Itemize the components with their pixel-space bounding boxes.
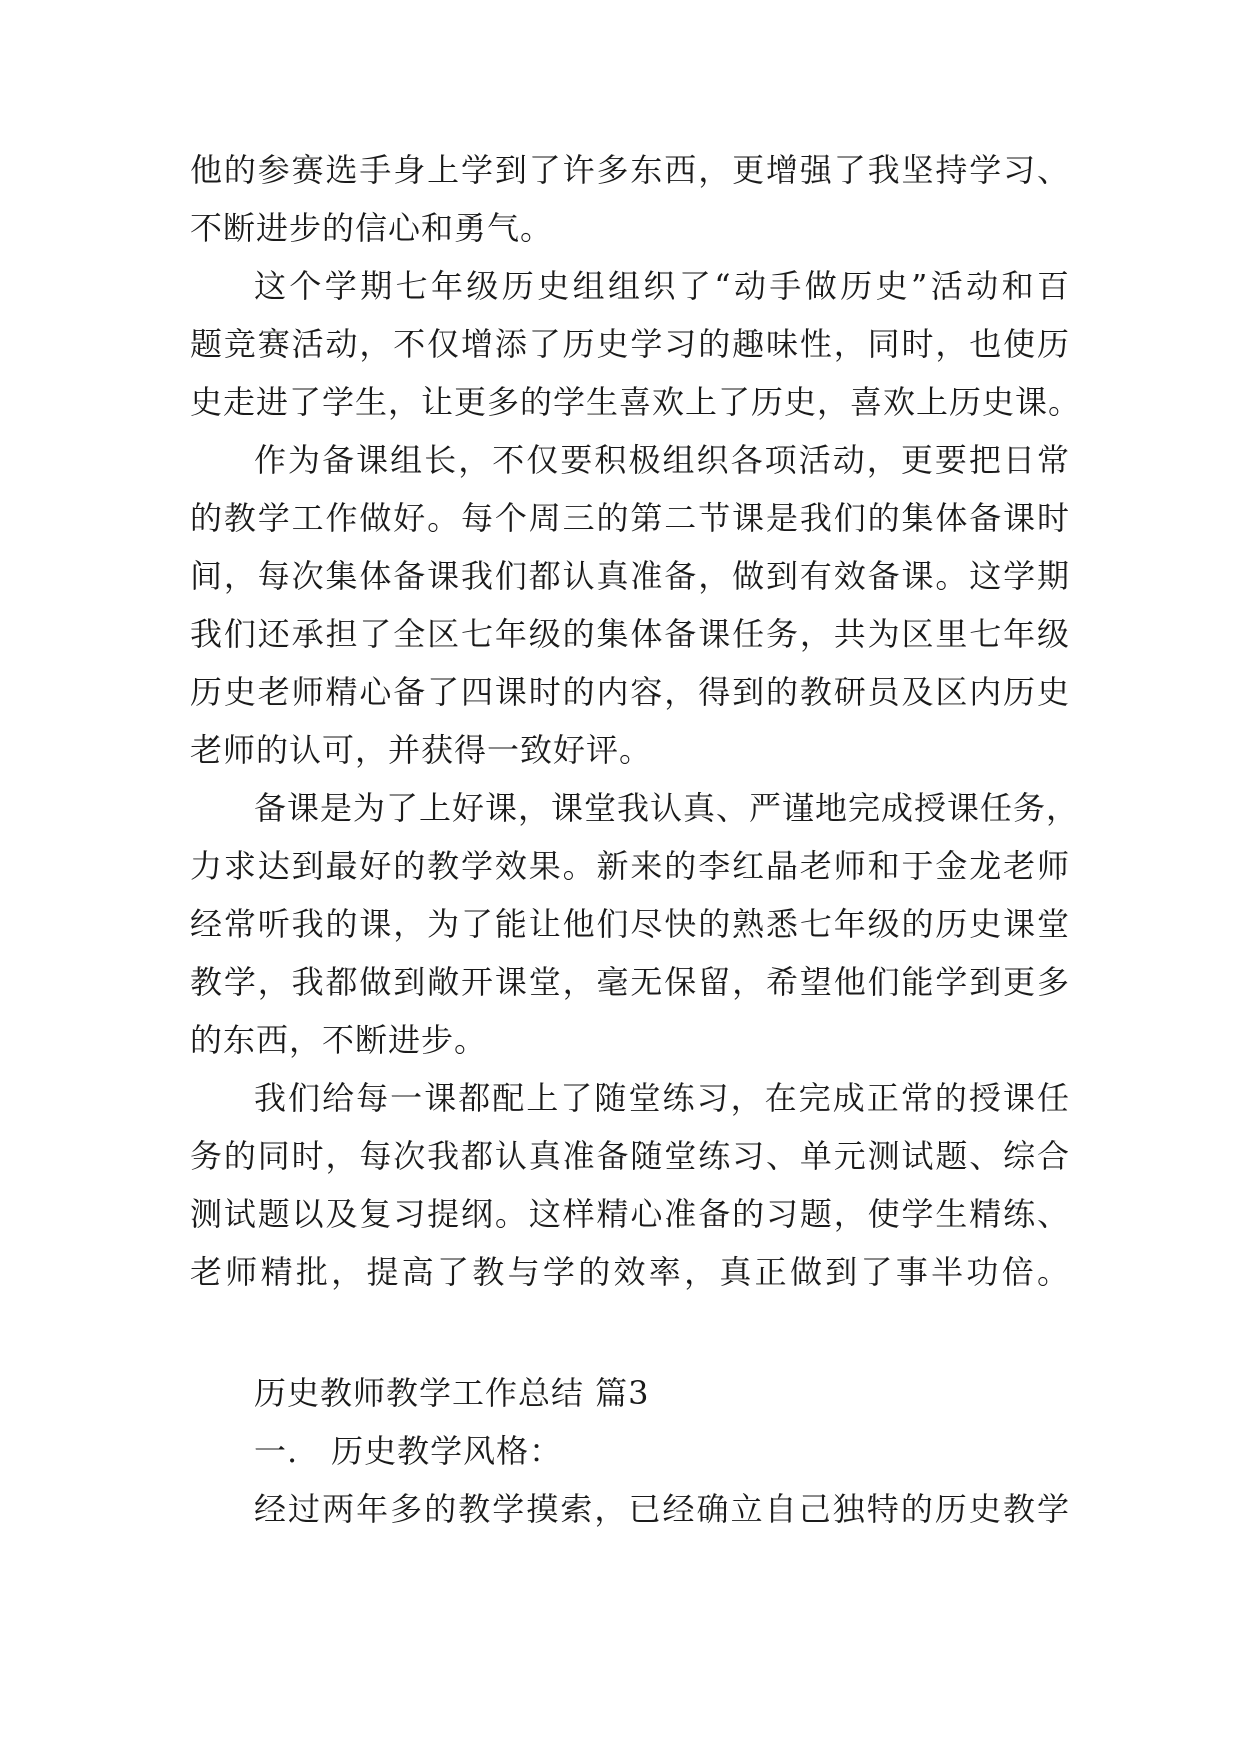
paragraph-first-line: 备课是为了上好课，课堂我认真、严谨地完成授课任务， xyxy=(254,789,1080,827)
subheading: 一. 历史教学风格： xyxy=(254,1432,563,1470)
text-line: 老师精批，提高了教与学的效率，真正做到了事半功倍。 xyxy=(190,1253,1070,1291)
text-line: 的东西，不断进步。 xyxy=(190,1021,488,1059)
paragraph-first-line: 经过两年多的教学摸索，已经确立自己独特的历史教学 xyxy=(254,1490,1070,1528)
text-line: 我们还承担了全区七年级的集体备课任务，共为区里七年级 xyxy=(190,615,1070,653)
paragraph-first-line: 我们给每一课都配上了随堂练习，在完成正常的授课任 xyxy=(254,1079,1070,1117)
text-line: 他的参赛选手身上学到了许多东西，更增强了我坚持学习、 xyxy=(190,151,1070,189)
text-line: 历史老师精心备了四课时的内容，得到的教研员及区内历史 xyxy=(190,673,1070,711)
paragraph-first-line: 作为备课组长，不仅要积极组织各项活动，更要把日常 xyxy=(254,441,1070,479)
text-line: 务的同时，每次我都认真准备随堂练习、单元测试题、综合 xyxy=(190,1137,1070,1175)
text-line: 老师的认可，并获得一致好评。 xyxy=(190,731,653,769)
text-line: 经常听我的课，为了能让他们尽快的熟悉七年级的历史课堂 xyxy=(190,905,1070,943)
text-line: 力求达到最好的教学效果。新来的李红晶老师和于金龙老师 xyxy=(190,847,1070,885)
text-line: 的教学工作做好。每个周三的第二节课是我们的集体备课时 xyxy=(190,499,1070,537)
text-line: 不断进步的信心和勇气。 xyxy=(190,209,554,247)
paragraph-first-line: 这个学期七年级历史组组织了“动手做历史”活动和百 xyxy=(254,267,1070,305)
text-line: 测试题以及复习提纲。这样精心准备的习题，使学生精练、 xyxy=(190,1195,1070,1233)
text-line: 教学，我都做到敞开课堂，毫无保留，希望他们能学到更多 xyxy=(190,963,1070,1001)
text-line: 史走进了学生，让更多的学生喜欢上了历史，喜欢上历史课。 xyxy=(190,383,1082,421)
section-title: 历史教师教学工作总结 篇3 xyxy=(254,1374,650,1412)
text-line: 间，每次集体备课我们都认真准备，做到有效备课。这学期 xyxy=(190,557,1070,595)
text-line: 题竞赛活动，不仅增添了历史学习的趣味性，同时，也使历 xyxy=(190,325,1070,363)
